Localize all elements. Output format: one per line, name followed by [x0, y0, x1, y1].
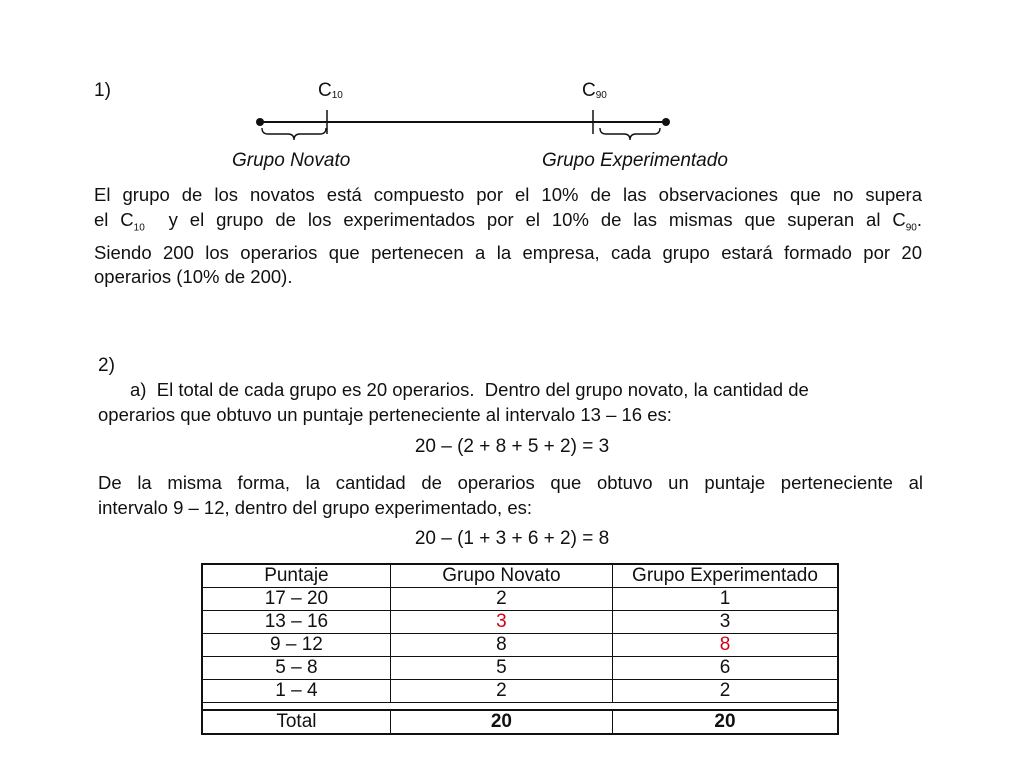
equation-1: 20 – (2 + 8 + 5 + 2) = 3: [414, 436, 610, 457]
cell-experimentado: 1: [612, 588, 838, 611]
table-row: [202, 611, 838, 634]
section-2b-paragraph: [98, 471, 923, 520]
header-puntaje: Puntaje: [202, 564, 390, 588]
total-novato: 20: [390, 710, 612, 734]
table-spacer-row: [202, 703, 838, 711]
cell-experimentado: 6: [612, 657, 838, 680]
cell-puntaje: 9 – 12: [202, 634, 390, 657]
cell-novato: 8: [390, 634, 612, 657]
cell-novato-highlight: 3: [390, 611, 612, 634]
header-grupo-experimentado: Grupo Experimentado: [612, 564, 838, 588]
para-line-1: El grupo de los novatos está compuesto por el 10% de las observaciones que no supera: [94, 184, 922, 205]
section-2a-paragraph: [98, 378, 888, 427]
para-line-3: Siendo 200 los operarios que pertenecen a la empresa, cada grupo estará formado por 20: [94, 241, 922, 263]
frequency-table: [201, 563, 839, 735]
cell-puntaje: 1 – 4: [202, 680, 390, 703]
section-2a-line-1: a) El total de cada grupo es 20 operarios. Dentro del grupo novato, la cantidad de: [130, 379, 809, 400]
grupo-novato-label: Grupo Novato: [232, 150, 351, 171]
right-endpoint: [662, 118, 670, 126]
section-1-paragraph: [94, 183, 922, 290]
cell-puntaje: 13 – 16: [202, 611, 390, 634]
table-total-row: [202, 710, 838, 734]
cell-experimentado-highlight: 8: [612, 634, 838, 657]
novato-brace: [262, 128, 326, 140]
c90-label: $C_{90}$: [582, 80, 607, 101]
grupo-experimentado-label: Grupo Experimentado: [542, 150, 728, 171]
header-grupo-novato: Grupo Novato: [390, 564, 612, 588]
c10-label: $C_{10}$: [318, 80, 343, 101]
section-2b-line-2: intervalo 9 – 12, dentro del grupo experimentado, es:: [98, 496, 533, 518]
table-header-row: [202, 564, 838, 588]
cell-puntaje: 5 – 8: [202, 657, 390, 680]
cell-novato: 2: [390, 588, 612, 611]
para-line-2: el $C_{10}$ y el grupo de los experimentados por el 10% de las mismas que superan al $C_{90}$.: [94, 208, 922, 234]
section-2-number: 2): [98, 355, 115, 376]
table-row: [202, 588, 838, 611]
cell-experimentado: 3: [612, 611, 838, 634]
table-row: [202, 680, 838, 703]
experimentado-brace: [600, 128, 660, 140]
left-endpoint: [256, 118, 264, 126]
percentile-diagram: [250, 108, 680, 148]
cell-novato: 2: [390, 680, 612, 703]
cell-experimentado: 2: [612, 680, 838, 703]
section-2b-line-1: De la misma forma, la cantidad de operarios que obtuvo un puntaje perteneciente al: [98, 472, 923, 493]
total-experimentado: 20: [612, 710, 838, 734]
table-row: [202, 634, 838, 657]
table-row: [202, 657, 838, 680]
section-2a-line-2: operarios que obtuvo un puntaje perteneciente al intervalo 13 – 16 es:: [98, 403, 672, 425]
cell-novato: 5: [390, 657, 612, 680]
section-1-number: 1): [94, 80, 111, 101]
cell-puntaje: 17 – 20: [202, 588, 390, 611]
equation-2: 20 – (1 + 3 + 6 + 2) = 8: [414, 528, 610, 549]
para-line-4: operarios (10% de 200).: [94, 266, 293, 288]
total-label: Total: [202, 710, 390, 734]
